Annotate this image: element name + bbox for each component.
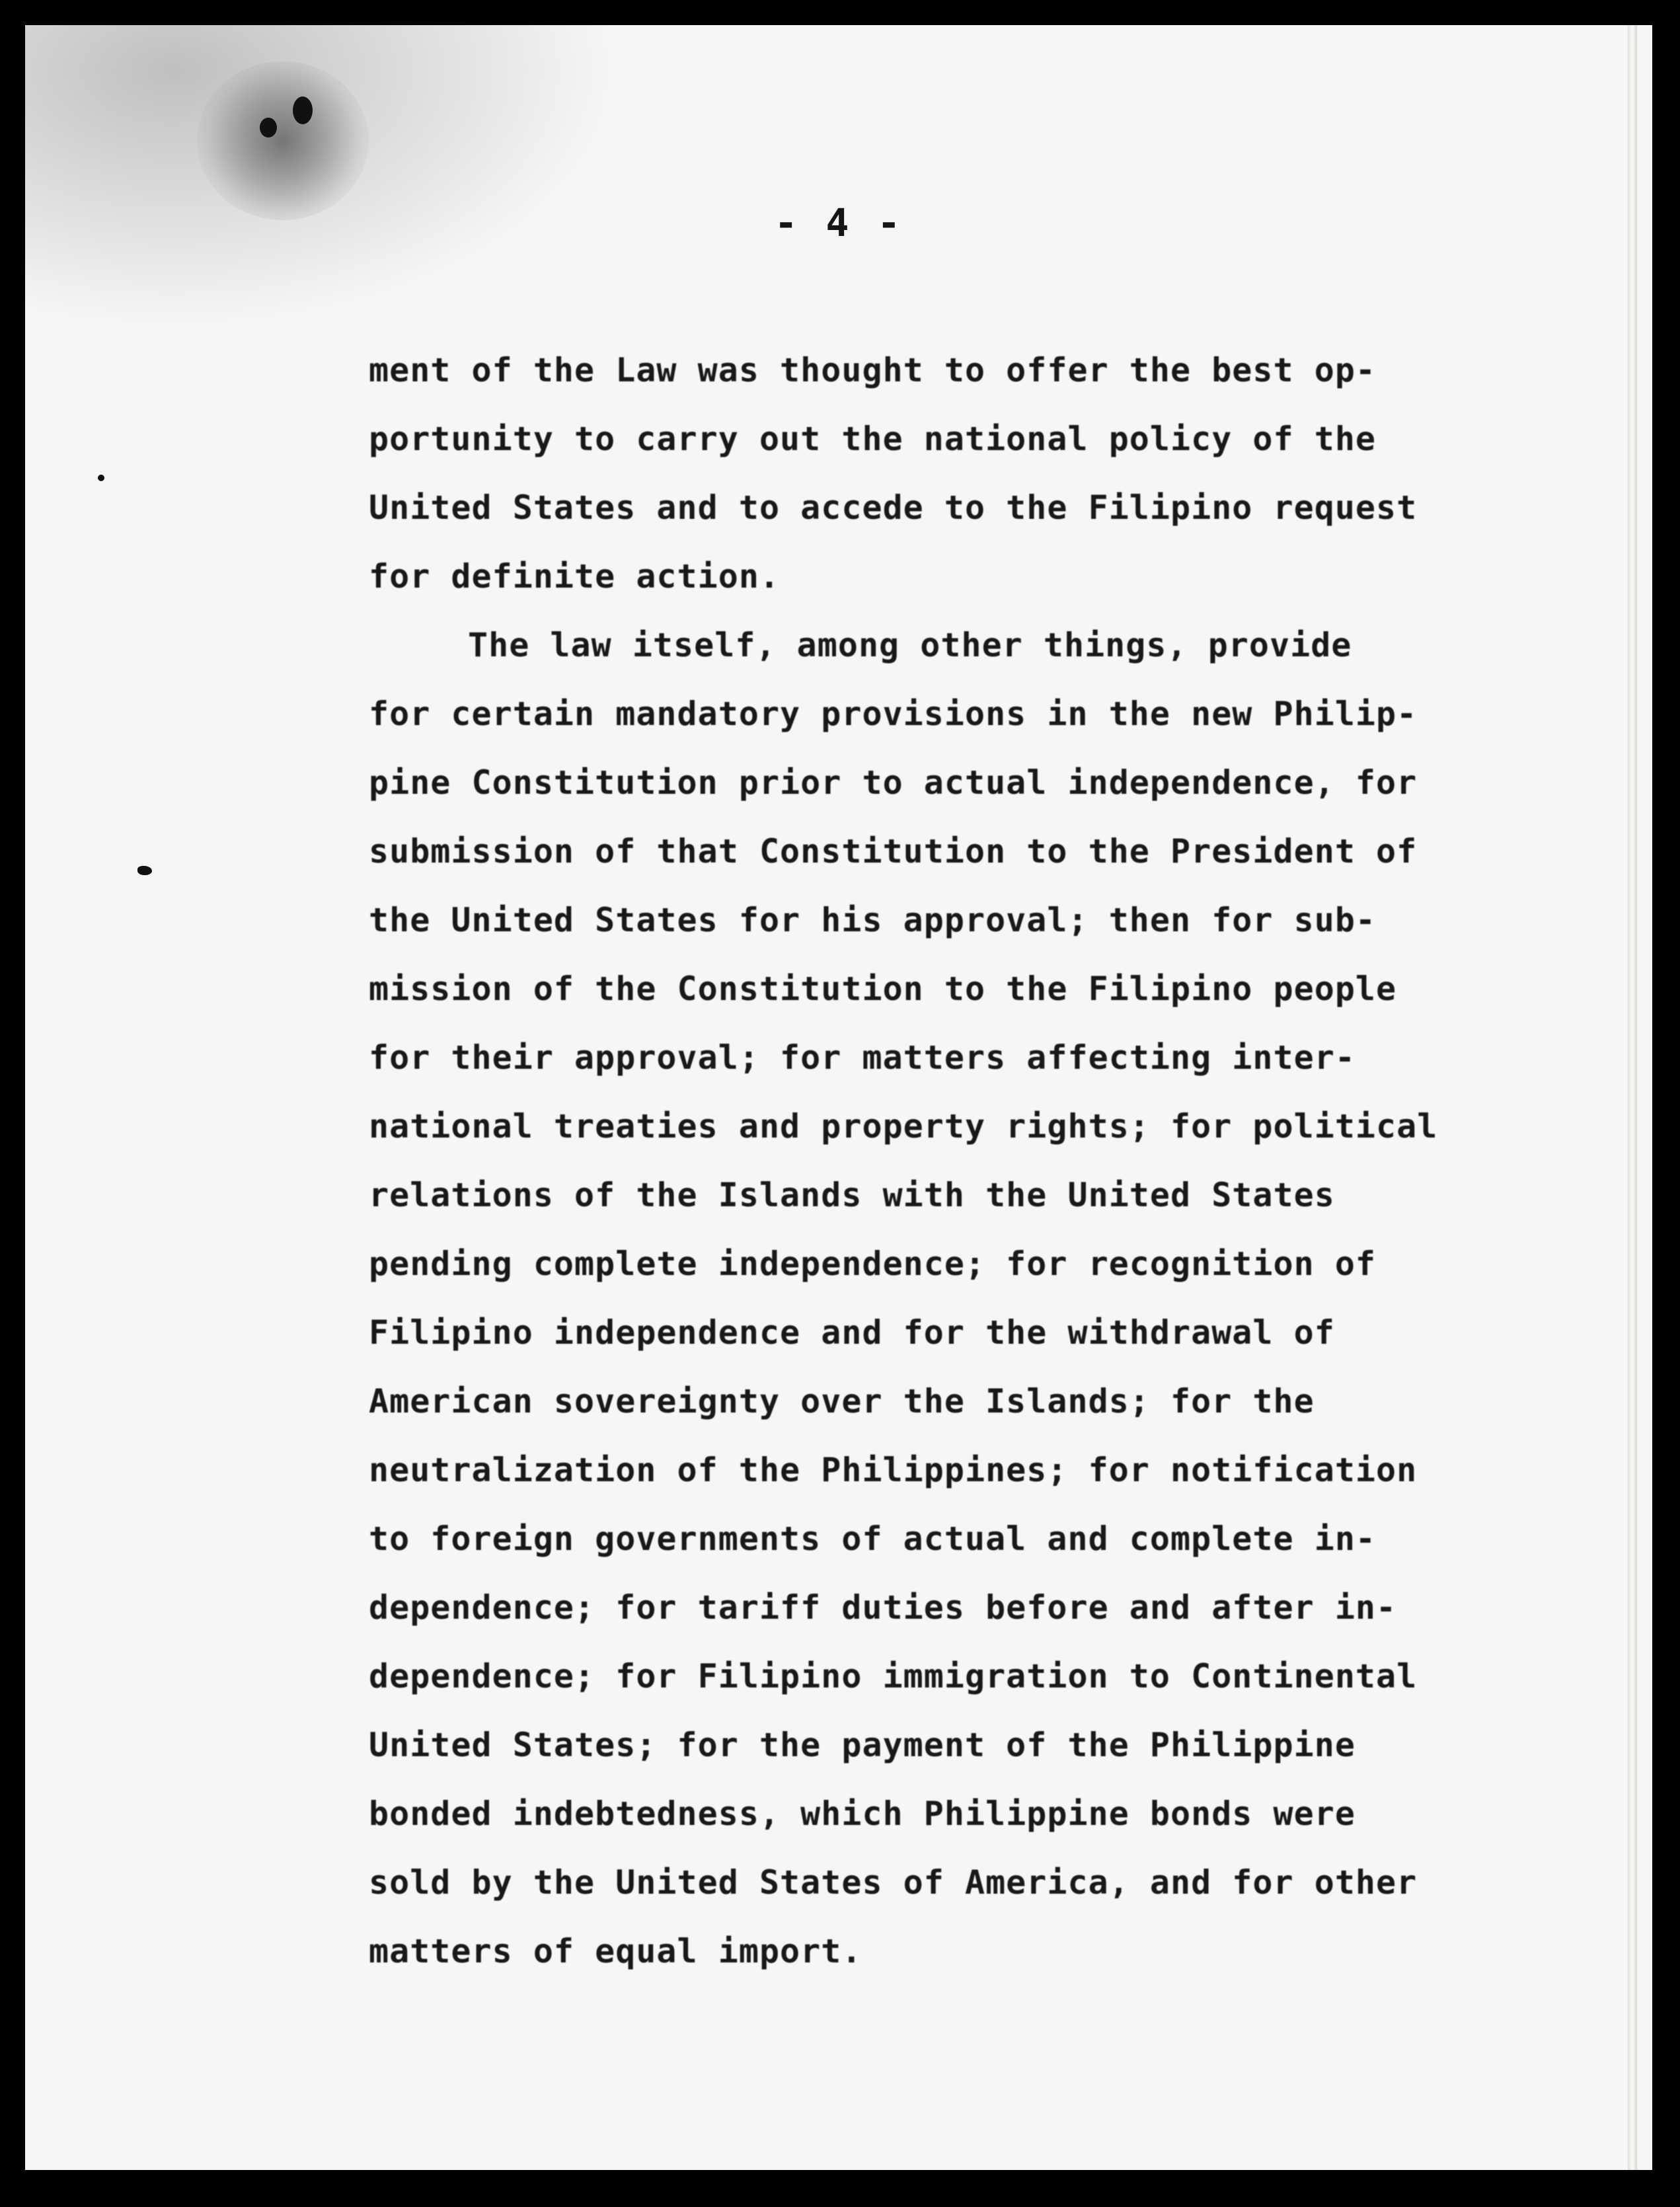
text-line: mission of the Constitution to the Filipino people <box>369 970 1397 1008</box>
page-number: - 4 - <box>774 200 903 245</box>
text-line: dependence; for tariff duties before and after in- <box>369 1588 1397 1627</box>
text-line: ment of the Law was thought to offer the best op- <box>369 351 1377 389</box>
text-line: Filipino independence and for the withdrawal of <box>369 1313 1335 1352</box>
text-line: for certain mandatory provisions in the new Philip- <box>369 695 1418 733</box>
text-line: relations of the Islands with the United States <box>369 1176 1335 1214</box>
text-line: pine Constitution prior to actual independence, for <box>369 763 1418 802</box>
text-line: the United States for his approval; then for sub- <box>369 901 1377 939</box>
ink-stain <box>197 61 369 220</box>
stain-dot <box>293 97 313 124</box>
text-line: national treaties and property rights; for political <box>369 1107 1438 1145</box>
text-line: neutralization of the Philippines; for notification <box>369 1451 1418 1489</box>
text-line: matters of equal import. <box>369 1932 862 1970</box>
text-line: United States and to accede to the Filipino request <box>369 488 1418 527</box>
text-line: American sovereignty over the Islands; for the <box>369 1382 1315 1420</box>
text-line: submission of that Constitution to the President of <box>369 832 1418 871</box>
page-edge <box>1628 25 1637 2170</box>
text-line: United States; for the payment of the Philippine <box>369 1726 1355 1764</box>
stain-dot <box>260 118 277 137</box>
text-line: portunity to carry out the national policy of the <box>369 420 1377 458</box>
body-text <box>369 336 1506 1986</box>
text-line: for definite action. <box>369 557 781 596</box>
text-line: to foreign governments of actual and complete in- <box>369 1520 1377 1558</box>
text-line: sold by the United States of America, and for other <box>369 1863 1418 1902</box>
text-line: for their approval; for matters affecting inter- <box>369 1038 1355 1077</box>
speck-mark <box>137 866 152 875</box>
text-line: The law itself, among other things, provide <box>468 626 1352 664</box>
text-line: dependence; for Filipino immigration to Continental <box>369 1657 1418 1695</box>
speck-mark <box>98 475 104 481</box>
document-page <box>25 25 1652 2170</box>
text-line: pending complete independence; for recognition of <box>369 1245 1377 1283</box>
text-line: bonded indebtedness, which Philippine bonds were <box>369 1795 1355 1833</box>
